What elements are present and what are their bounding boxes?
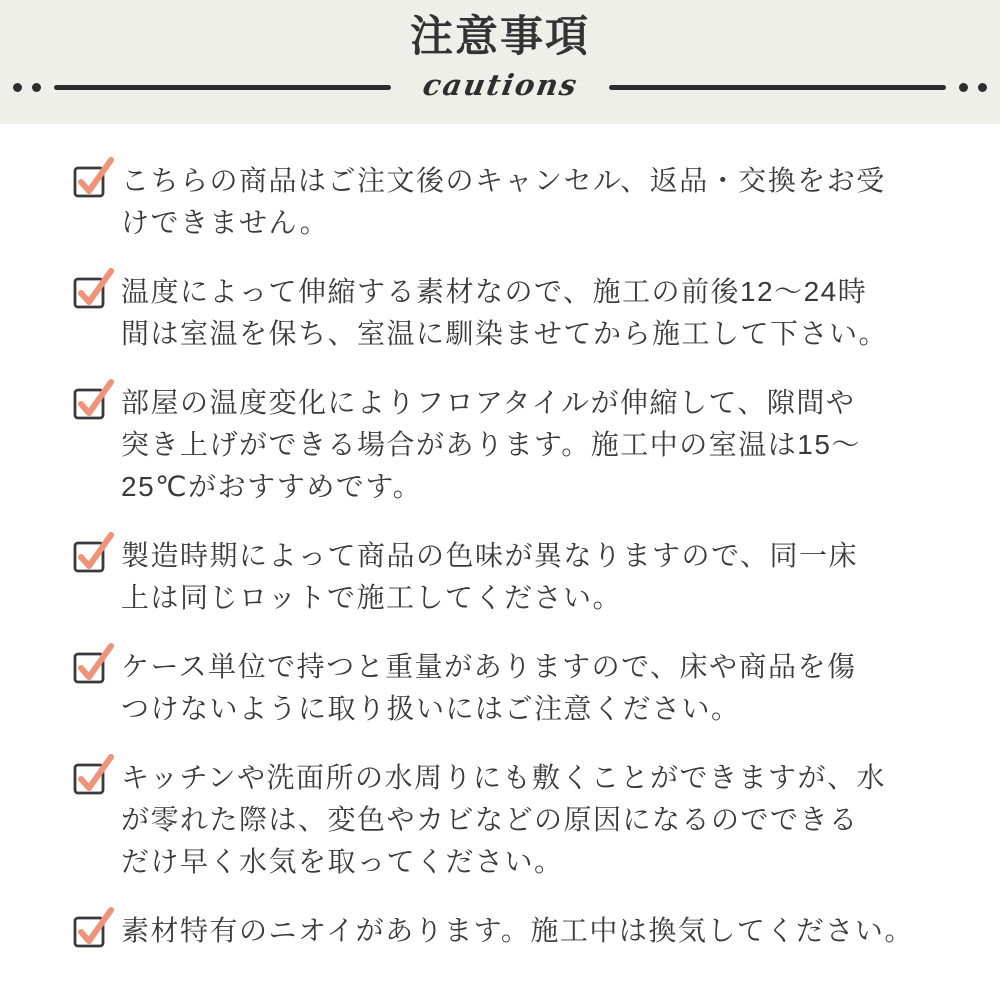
caution-item (70, 910, 950, 952)
divider-dot (32, 83, 41, 92)
caution-item (70, 757, 950, 883)
caution-item (70, 160, 950, 244)
caution-line: 製造時期によって商品の色味が異なりますので、同一床 (121, 540, 858, 571)
caution-text (121, 271, 888, 355)
checkbox-checked-icon (70, 907, 116, 952)
caution-line: 温度によって伸縮する素材なので、施工の前後12〜24時 (121, 276, 868, 307)
caution-item (70, 646, 950, 730)
caution-line: が零れた際は、変色やカビなどの原因になるのでできる (121, 804, 859, 835)
caution-line: だけ早く水気を取ってください。 (121, 846, 564, 877)
page-title: 注意事項 (410, 13, 590, 61)
subtitle-script: cautions (420, 68, 581, 102)
caution-line: 上は同じロットで施工してください。 (121, 582, 622, 613)
caution-text (121, 757, 886, 883)
checkbox-checked-icon (70, 643, 116, 688)
caution-line: 間は室温を保ち、室温に馴染ませてから施工して下さい。 (121, 318, 889, 349)
caution-item (70, 535, 950, 619)
caution-line: 部屋の温度変化によりフロアタイルが伸縮して、隙間や (121, 387, 856, 418)
checkbox-checked-icon (70, 754, 116, 799)
caution-text (121, 910, 914, 952)
divider-rule (54, 85, 391, 90)
divider-rule (609, 85, 946, 90)
caution-text (121, 160, 886, 244)
checkbox-checked-icon (70, 268, 116, 313)
divider-dot (978, 83, 987, 92)
caution-line: 素材特有のニオイがあります。施工中は換気してください。 (121, 915, 914, 946)
caution-line: キッチンや洗面所の水周りにも敷くことができますが、水 (121, 762, 887, 793)
caution-line: ケース単位で持つと重量がありますので、床や商品を傷 (121, 651, 857, 682)
caution-line: こちらの商品はご注文後のキャンセル、返品・交換をお受 (121, 165, 886, 196)
checkbox-checked-icon (70, 379, 116, 424)
caution-text (121, 646, 857, 730)
title-divider (0, 68, 1000, 104)
caution-line: 突き上げができる場合があります。施工中の室温は15〜 (121, 429, 861, 460)
checkbox-checked-icon (70, 157, 116, 202)
divider-dot (13, 83, 22, 92)
caution-line: つけないように取り扱いにはご注意ください。 (121, 693, 741, 724)
caution-text (121, 382, 861, 508)
cautions-header (0, 0, 1000, 124)
caution-list (0, 124, 1000, 952)
checkbox-checked-icon (70, 532, 116, 577)
caution-text (121, 535, 858, 619)
divider-dot (959, 83, 968, 92)
caution-line: けできません。 (121, 207, 330, 238)
caution-item (70, 382, 950, 508)
caution-item (70, 271, 950, 355)
caution-line: 25℃がおすすめです。 (121, 471, 423, 502)
